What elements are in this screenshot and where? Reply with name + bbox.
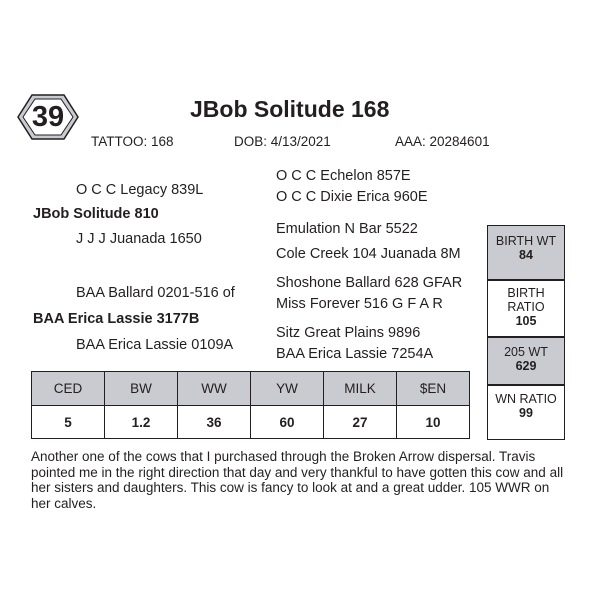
dam-dam-sire: Sitz Great Plains 9896	[276, 325, 421, 341]
birth-ratio-value: 105	[515, 314, 537, 328]
sire-dam: J J J Juanada 1650	[76, 231, 202, 247]
epd-header-milk: MILK	[324, 372, 397, 406]
wt-205-box	[487, 337, 565, 385]
epd-values-row	[32, 406, 470, 439]
aaa-number: AAA: 20284601	[395, 134, 490, 149]
birth-ratio-label-2: RATIO	[507, 300, 545, 314]
lot-number: 39	[31, 101, 65, 133]
birth-ratio-box	[487, 280, 565, 337]
tattoo: TATTOO: 168	[91, 134, 174, 149]
wt-205-value: 629	[515, 359, 537, 373]
epd-value-bw: 1.2	[105, 406, 178, 439]
birth-wt-label: BIRTH WT	[495, 234, 557, 248]
epd-header-yw: YW	[251, 372, 324, 406]
sire-dam-sire: Emulation N Bar 5522	[276, 221, 418, 237]
epd-header-en: $EN	[397, 372, 470, 406]
birth-ratio-label-1: BIRTH	[507, 286, 545, 300]
lot-badge	[14, 92, 82, 142]
animal-name: JBob Solitude 168	[190, 96, 390, 122]
sire: JBob Solitude 810	[33, 206, 159, 222]
wn-ratio-box	[487, 385, 565, 440]
epd-value-ww: 36	[178, 406, 251, 439]
wt-205-label: 205 WT	[504, 345, 548, 359]
dam-dam: BAA Erica Lassie 0109A	[76, 337, 234, 353]
sire-dam-dam: Cole Creek 104 Juanada 8M	[276, 246, 461, 262]
dam-sire-dam: Miss Forever 516 G F A R	[276, 296, 443, 312]
dam-sire: BAA Ballard 0201-516 of	[76, 285, 235, 301]
wn-ratio-label: WN RATIO	[495, 392, 557, 406]
wn-ratio-value: 99	[519, 406, 533, 420]
sire-sire: O C C Legacy 839L	[76, 182, 204, 198]
dam-dam-dam: BAA Erica Lassie 7254A	[276, 346, 434, 362]
epd-header-ced: CED	[32, 372, 105, 406]
birth-wt-box	[487, 225, 565, 280]
dam: BAA Erica Lassie 3177B	[33, 311, 200, 327]
epd-header-bw: BW	[105, 372, 178, 406]
epd-header-ww: WW	[178, 372, 251, 406]
birth-wt-value: 84	[519, 248, 533, 262]
epd-table	[31, 371, 470, 439]
sire-sire-dam: O C C Dixie Erica 960E	[276, 189, 428, 205]
epd-header-row	[32, 372, 470, 406]
epd-value-en: 10	[397, 406, 470, 439]
description-notes: Another one of the cows that I purchased through the Broken Arrow dispersal. Travis pointed me in the right direction that day and very thankful to have gotten this cow and all her sisters and daughters. This cow is fancy to look at and a great udder. 105 WWR on her calves.	[31, 449, 564, 511]
epd-value-yw: 60	[251, 406, 324, 439]
sire-sire-sire: O C C Echelon 857E	[276, 168, 411, 184]
epd-value-ced: 5	[32, 406, 105, 439]
dob: DOB: 4/13/2021	[234, 134, 331, 149]
epd-value-milk: 27	[324, 406, 397, 439]
dam-sire-sire: Shoshone Ballard 628 GFAR	[276, 275, 463, 291]
